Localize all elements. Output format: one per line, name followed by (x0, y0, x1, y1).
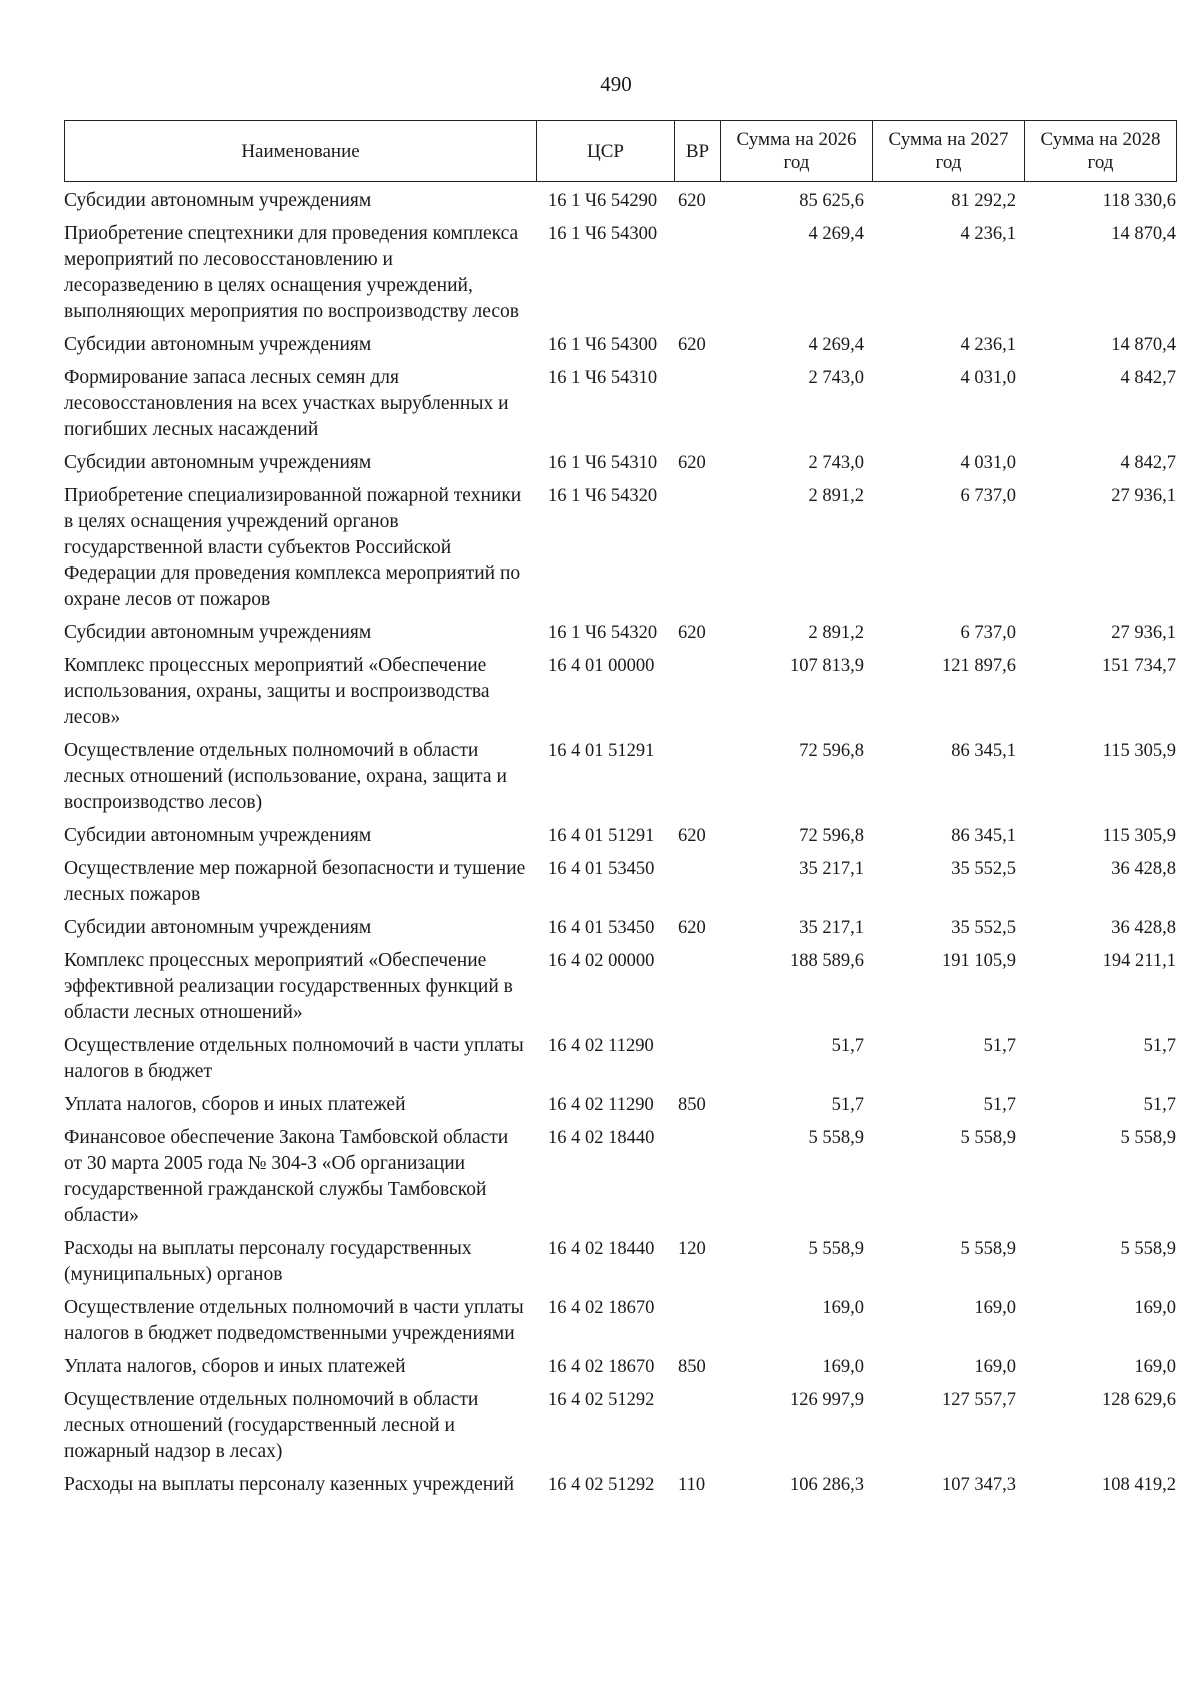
row-name: Субсидии автономным учреждениям (64, 334, 372, 355)
table-row (64, 365, 1176, 443)
row-amount-2028: 36 428,8 (1111, 918, 1176, 938)
row-vr (674, 365, 720, 443)
row-amount-2027: 35 552,5 (951, 918, 1016, 938)
row-vr (674, 483, 720, 613)
row-csr: 16 4 02 11290 (548, 1095, 654, 1115)
row-amount-2026: 2 891,2 (808, 623, 864, 643)
row-amount-2028: 115 305,9 (1102, 826, 1176, 846)
row-vr (674, 1387, 720, 1465)
row-name: Осуществление отдельных полномочий в области лесных отношений (использование, охрана, защита и воспроизводство лесов) (64, 740, 507, 813)
row-vr: 620 (678, 918, 706, 938)
row-amount-2028: 169,0 (1134, 1357, 1176, 1377)
row-name: Осуществление отдельных полномочий в части уплаты налогов в бюджет подведомственными учреждениями (64, 1297, 524, 1344)
row-vr (674, 1033, 720, 1085)
row-amount-2028: 5 558,9 (1120, 1128, 1176, 1148)
row-name: Субсидии автономным учреждениям (64, 452, 372, 473)
table-row (64, 332, 1176, 358)
row-amount-2026: 107 813,9 (790, 656, 864, 676)
row-vr: 850 (678, 1095, 706, 1115)
row-amount-2026: 2 891,2 (808, 486, 864, 506)
row-amount-2028: 194 211,1 (1102, 951, 1176, 971)
row-vr: 620 (678, 623, 706, 643)
row-amount-2027: 4 031,0 (960, 368, 1016, 388)
row-amount-2027: 121 897,6 (942, 656, 1016, 676)
row-amount-2026: 126 997,9 (790, 1390, 864, 1410)
row-csr: 16 4 02 00000 (548, 951, 655, 971)
row-vr: 850 (678, 1357, 706, 1377)
row-amount-2027: 81 292,2 (951, 191, 1016, 211)
row-amount-2026: 4 269,4 (808, 335, 864, 355)
row-amount-2028: 115 305,9 (1102, 741, 1176, 761)
row-name: Приобретение спецтехники для проведения комплекса мероприятий по лесовосстановлению и лесоразведению в целях оснащения учреждений, выполняющих мероприятия по воспроизводству лесов (64, 223, 520, 322)
row-csr: 16 4 02 51292 (548, 1390, 655, 1410)
row-name: Комплекс процессных мероприятий «Обеспечение использования, охраны, защиты и воспроизводства лесов» (64, 655, 490, 728)
row-vr: 620 (678, 826, 706, 846)
row-csr: 16 4 02 18440 (548, 1128, 655, 1148)
row-amount-2026: 169,0 (822, 1298, 864, 1318)
row-amount-2028: 169,0 (1134, 1298, 1176, 1318)
row-csr: 16 1 Ч6 54300 (548, 224, 658, 244)
row-name: Субсидии автономным учреждениям (64, 190, 372, 211)
row-csr: 16 1 Ч6 54310 (548, 368, 658, 388)
row-name: Субсидии автономным учреждениям (64, 917, 372, 938)
row-amount-2028: 27 936,1 (1111, 623, 1176, 643)
header-csr: ЦСР (537, 121, 675, 182)
row-amount-2027: 4 031,0 (960, 453, 1016, 473)
row-amount-2027: 51,7 (983, 1095, 1016, 1115)
row-amount-2028: 14 870,4 (1111, 335, 1176, 355)
row-amount-2027: 4 236,1 (960, 335, 1016, 355)
header-vr: ВР (675, 121, 721, 182)
row-csr: 16 4 02 51292 (548, 1475, 655, 1495)
table-row (64, 1125, 1176, 1229)
header-2028: Сумма на 2028 год (1025, 121, 1177, 182)
row-amount-2026: 72 596,8 (799, 826, 864, 846)
row-amount-2026: 51,7 (831, 1095, 864, 1115)
row-amount-2028: 4 842,7 (1120, 368, 1176, 388)
table-row (64, 1472, 1176, 1498)
row-csr: 16 1 Ч6 54310 (548, 453, 658, 473)
row-name: Субсидии автономным учреждениям (64, 622, 372, 643)
table-row (64, 221, 1176, 325)
row-name: Формирование запаса лесных семян для лесовосстановления на всех участках вырубленных и погибших лесных насаждений (64, 367, 509, 440)
row-amount-2028: 128 629,6 (1102, 1390, 1176, 1410)
row-amount-2027: 5 558,9 (960, 1239, 1016, 1259)
row-amount-2028: 118 330,6 (1102, 191, 1176, 211)
row-name: Расходы на выплаты персоналу казенных учреждений (64, 1474, 515, 1495)
row-amount-2027: 4 236,1 (960, 224, 1016, 244)
table-row (64, 1295, 1176, 1347)
table-row (64, 856, 1176, 908)
row-amount-2026: 2 743,0 (808, 453, 864, 473)
row-vr (674, 856, 720, 908)
row-amount-2026: 5 558,9 (808, 1239, 864, 1259)
row-vr: 110 (678, 1475, 706, 1495)
table-row (64, 1092, 1176, 1118)
table-row (64, 483, 1176, 613)
header-2026: Сумма на 2026 год (721, 121, 873, 182)
row-csr: 16 4 01 00000 (548, 656, 655, 676)
row-csr: 16 4 02 18670 (548, 1357, 655, 1377)
row-csr: 16 4 02 18440 (548, 1239, 655, 1259)
row-amount-2028: 4 842,7 (1120, 453, 1176, 473)
table-body (64, 188, 1176, 1505)
table-header (64, 120, 1177, 182)
table-row (64, 738, 1176, 816)
row-amount-2027: 127 557,7 (942, 1390, 1016, 1410)
row-name: Субсидии автономным учреждениям (64, 825, 372, 846)
row-amount-2027: 107 347,3 (942, 1475, 1016, 1495)
table-row (64, 450, 1176, 476)
table-row (64, 1354, 1176, 1380)
row-amount-2028: 108 419,2 (1102, 1475, 1176, 1495)
row-name: Уплата налогов, сборов и иных платежей (64, 1094, 406, 1115)
table-row (64, 1236, 1176, 1288)
row-amount-2027: 35 552,5 (951, 859, 1016, 879)
header-2027: Сумма на 2027 год (873, 121, 1025, 182)
row-csr: 16 1 Ч6 54290 (548, 191, 658, 211)
row-name: Расходы на выплаты персоналу государственных (муниципальных) органов (64, 1238, 472, 1285)
row-vr (674, 1295, 720, 1347)
row-name: Осуществление отдельных полномочий в области лесных отношений (государственный лесной и пожарный надзор в лесах) (64, 1389, 479, 1462)
row-amount-2026: 51,7 (831, 1036, 864, 1056)
row-amount-2026: 2 743,0 (808, 368, 864, 388)
row-vr: 620 (678, 191, 706, 211)
row-amount-2026: 4 269,4 (808, 224, 864, 244)
row-csr: 16 1 Ч6 54320 (548, 623, 658, 643)
row-amount-2028: 5 558,9 (1120, 1239, 1176, 1259)
page-number: 490 (600, 72, 632, 96)
row-vr: 620 (678, 453, 706, 473)
table-row (64, 620, 1176, 646)
table-row (64, 823, 1176, 849)
row-csr: 16 4 01 51291 (548, 826, 655, 846)
row-csr: 16 4 01 51291 (548, 741, 655, 761)
row-amount-2027: 6 737,0 (960, 486, 1016, 506)
row-amount-2028: 14 870,4 (1111, 224, 1176, 244)
row-vr (674, 948, 720, 1026)
row-amount-2026: 188 589,6 (790, 951, 864, 971)
row-amount-2027: 169,0 (974, 1357, 1016, 1377)
row-csr: 16 4 01 53450 (548, 859, 655, 879)
row-name: Финансовое обеспечение Закона Тамбовской области от 30 марта 2005 года № 304-З «Об организации государственной гражданской службы Тамбовской области» (64, 1127, 509, 1226)
table-row (64, 653, 1176, 731)
row-amount-2026: 35 217,1 (799, 859, 864, 879)
row-vr (674, 221, 720, 325)
row-amount-2028: 36 428,8 (1111, 859, 1176, 879)
row-vr (674, 738, 720, 816)
row-csr: 16 4 02 18670 (548, 1298, 655, 1318)
header-name: Наименование (65, 121, 537, 182)
row-amount-2027: 5 558,9 (960, 1128, 1016, 1148)
row-amount-2026: 85 625,6 (799, 191, 864, 211)
row-amount-2027: 86 345,1 (951, 826, 1016, 846)
row-name: Осуществление мер пожарной безопасности и тушение лесных пожаров (64, 858, 526, 905)
table-row (64, 915, 1176, 941)
table-row (64, 1387, 1176, 1465)
row-amount-2028: 27 936,1 (1111, 486, 1176, 506)
row-amount-2026: 72 596,8 (799, 741, 864, 761)
table-row (64, 1033, 1176, 1085)
row-vr: 620 (678, 335, 706, 355)
row-name: Осуществление отдельных полномочий в части уплаты налогов в бюджет (64, 1035, 524, 1082)
row-csr: 16 4 01 53450 (548, 918, 655, 938)
row-csr: 16 1 Ч6 54300 (548, 335, 658, 355)
row-amount-2028: 51,7 (1143, 1095, 1176, 1115)
row-amount-2027: 51,7 (983, 1036, 1016, 1056)
row-amount-2027: 6 737,0 (960, 623, 1016, 643)
row-csr: 16 1 Ч6 54320 (548, 486, 658, 506)
row-name: Приобретение специализированной пожарной техники в целях оснащения учреждений органов государственной власти субъектов Российской Федерации для проведения комплекса мероприятий по охране лесов от пожаров (64, 485, 522, 610)
row-amount-2027: 191 105,9 (942, 951, 1016, 971)
row-vr (674, 653, 720, 731)
row-amount-2027: 86 345,1 (951, 741, 1016, 761)
row-vr: 120 (678, 1239, 706, 1259)
row-csr: 16 4 02 11290 (548, 1036, 654, 1056)
row-amount-2028: 51,7 (1143, 1036, 1176, 1056)
row-name: Комплекс процессных мероприятий «Обеспечение эффективной реализации государственных функций в области лесных отношений» (64, 950, 513, 1023)
row-amount-2028: 151 734,7 (1102, 656, 1176, 676)
table-row (64, 948, 1176, 1026)
row-amount-2026: 169,0 (822, 1357, 864, 1377)
row-amount-2026: 35 217,1 (799, 918, 864, 938)
row-name: Уплата налогов, сборов и иных платежей (64, 1356, 406, 1377)
row-amount-2026: 106 286,3 (790, 1475, 864, 1495)
row-amount-2026: 5 558,9 (808, 1128, 864, 1148)
row-vr (674, 1125, 720, 1229)
table-row (64, 188, 1176, 214)
row-amount-2027: 169,0 (974, 1298, 1016, 1318)
